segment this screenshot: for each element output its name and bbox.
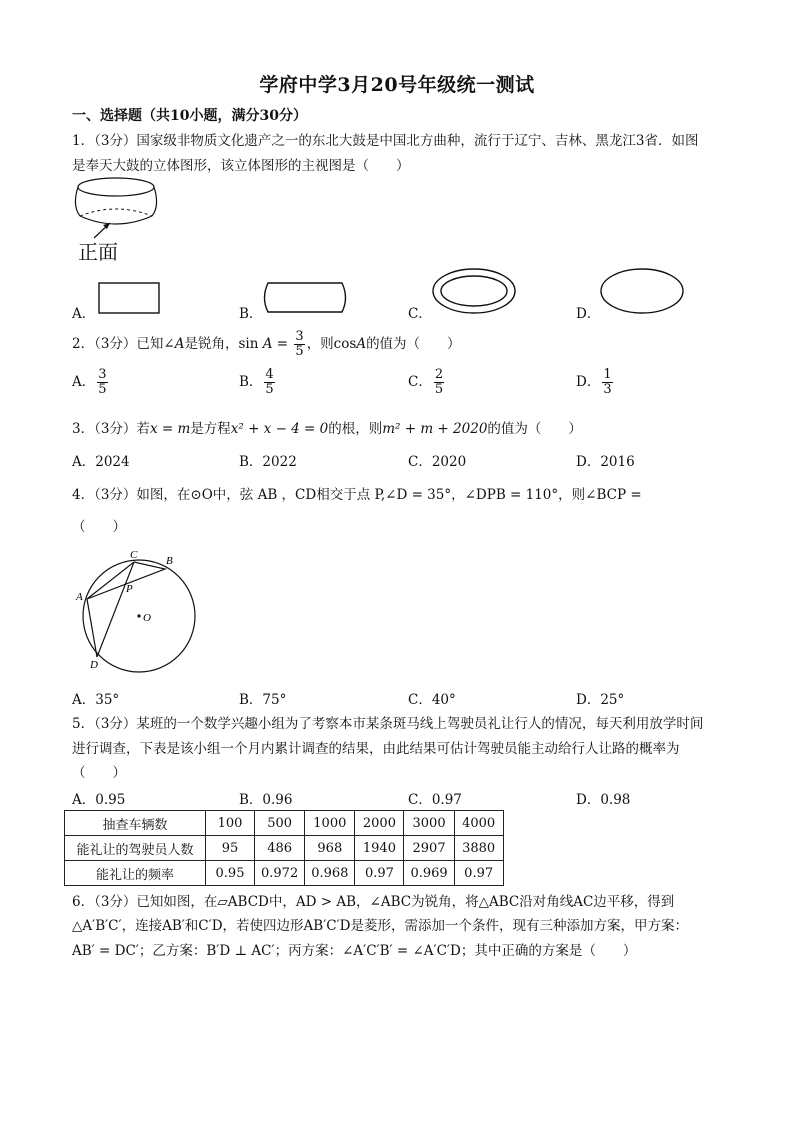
q1-line2: 是奉天大鼓的立体图形，该立体图形的主视图是（ ） [72,158,410,174]
q2-prefix: 2．（3分）已知∠ [72,336,175,352]
q1-option-d-label: D． [576,306,601,322]
q1-option-b-label: B． [239,306,263,322]
q2-mid2: ，则cos [306,336,357,352]
page-title: 学府中学3月20号年级统一测试 [259,74,535,96]
q4-option-d: D．25° [576,692,625,708]
q5-line2: 进行调查，下表是该小组一个月内累计调查的结果，由此结果可估计驾驶员能主动给行人让路的概率为 [72,741,680,757]
q2-option-a: A． $\frac{3}{5}$ [72,367,107,397]
table-row: 能礼让的驾驶员人数 95 486 968 1940 2907 3880 [65,836,504,861]
q2-option-d: D． $\frac{1}{3}$ [576,367,612,397]
q4-option-c: C．40° [408,692,456,708]
q4-line2: （ ） [72,519,126,535]
q5-option-c: C．0.97 [408,792,462,808]
table-row: 抽查车辆数 100 500 1000 2000 3000 4000 [65,811,504,836]
q3-eq2: x² + x − 4 = 0 [230,421,329,437]
label-p: P [126,583,133,595]
q2-var-a-3: A [356,336,367,352]
q6-line2: △A′B′C′，连接AB′和C′D，若使四边形AB′C′D是菱形，需添加一个条件，现有三种添加方案，甲方案： [72,918,688,934]
q2-fraction: $\frac{3}{5}$ [295,329,304,359]
q3-option-a: A．2024 [72,454,130,470]
q3-option-b: B．2022 [239,454,297,470]
q2-option-b: B． $\frac{4}{5}$ [239,367,274,397]
q4-option-a: A．35° [72,692,120,708]
q1-line1: 1．（3分）国家级非物质文化遗产之一的东北大鼓是中国北方曲种，流行于辽宁、吉林、黑龙江3省．如图 [72,133,699,149]
label-b: B [166,555,173,567]
q3-eq1: x = m [149,421,191,437]
q1-option-b-figure [262,280,350,316]
q2-mid: 是锐角，sin [184,336,259,352]
q3-option-c: C．2020 [408,454,467,470]
q1-option-a-label: A． [72,306,96,322]
q3-eq3: m² + m + 2020 [382,421,488,437]
q2-var-a-2: A [262,336,273,352]
label-a: A [76,591,83,603]
circle-geometry-figure [70,544,200,674]
label-o: O [143,612,151,624]
q1-option-c-figure [430,266,520,318]
q5-line3: （ ） [72,765,126,781]
q6-line1: 6．（3分）已知如图，在▱ABCD中，AD > AB，∠ABC为锐角，将△ABC沿对角线AC边平移，得到 [72,894,675,910]
q5-option-a: A．0.95 [72,792,126,808]
q5-line1: 5．（3分）某班的一个数学兴趣小组为了考察本市某条斑马线上驾驶员礼让行人的情况，每天利用放学时间 [72,716,704,732]
table-row: 能礼让的频率 0.95 0.972 0.968 0.97 0.969 0.97 [65,861,504,886]
statistics-table [64,810,504,886]
q3-stem: 3．（3分）若x = m是方程x² + x − 4 = 0的根，则m² + m + 2020的值为（ ） [72,421,582,437]
q2-var-a: A [174,336,185,352]
q1-option-a-figure [98,282,162,318]
section-heading: 一、选择题（共10小题，满分30分） [72,108,307,124]
q5-option-b: B．0.96 [239,792,293,808]
label-d: D [90,659,98,671]
q5-option-d: D．0.98 [576,792,631,808]
q2-stem: 2．（3分）已知∠A是锐角，sin A = $\frac{3}{5}$ ，则cosA的值为（ ） [72,329,461,359]
q1-option-c-label: C． [408,306,432,322]
q2-suffix: 的值为（ ） [366,336,461,352]
q4-line1: 4．（3分）如图，在⊙O中，弦 AB ，CD相交于点 P,∠D = 35°，∠DPB = 110°，则∠BCP = [72,487,642,503]
q4-option-b: B．75° [239,692,287,708]
q1-option-d-figure [598,266,688,318]
front-label: 正面 [78,240,118,264]
q6-line3: AB′ = DC′；乙方案：B′D ⊥ AC′；丙方案：∠A′C′B′ = ∠A′C′D；其中正确的方案是（ ） [72,943,637,959]
q2-option-c: C． $\frac{2}{5}$ [408,367,444,397]
label-c: C [130,549,138,561]
q3-option-d: D．2016 [576,454,635,470]
